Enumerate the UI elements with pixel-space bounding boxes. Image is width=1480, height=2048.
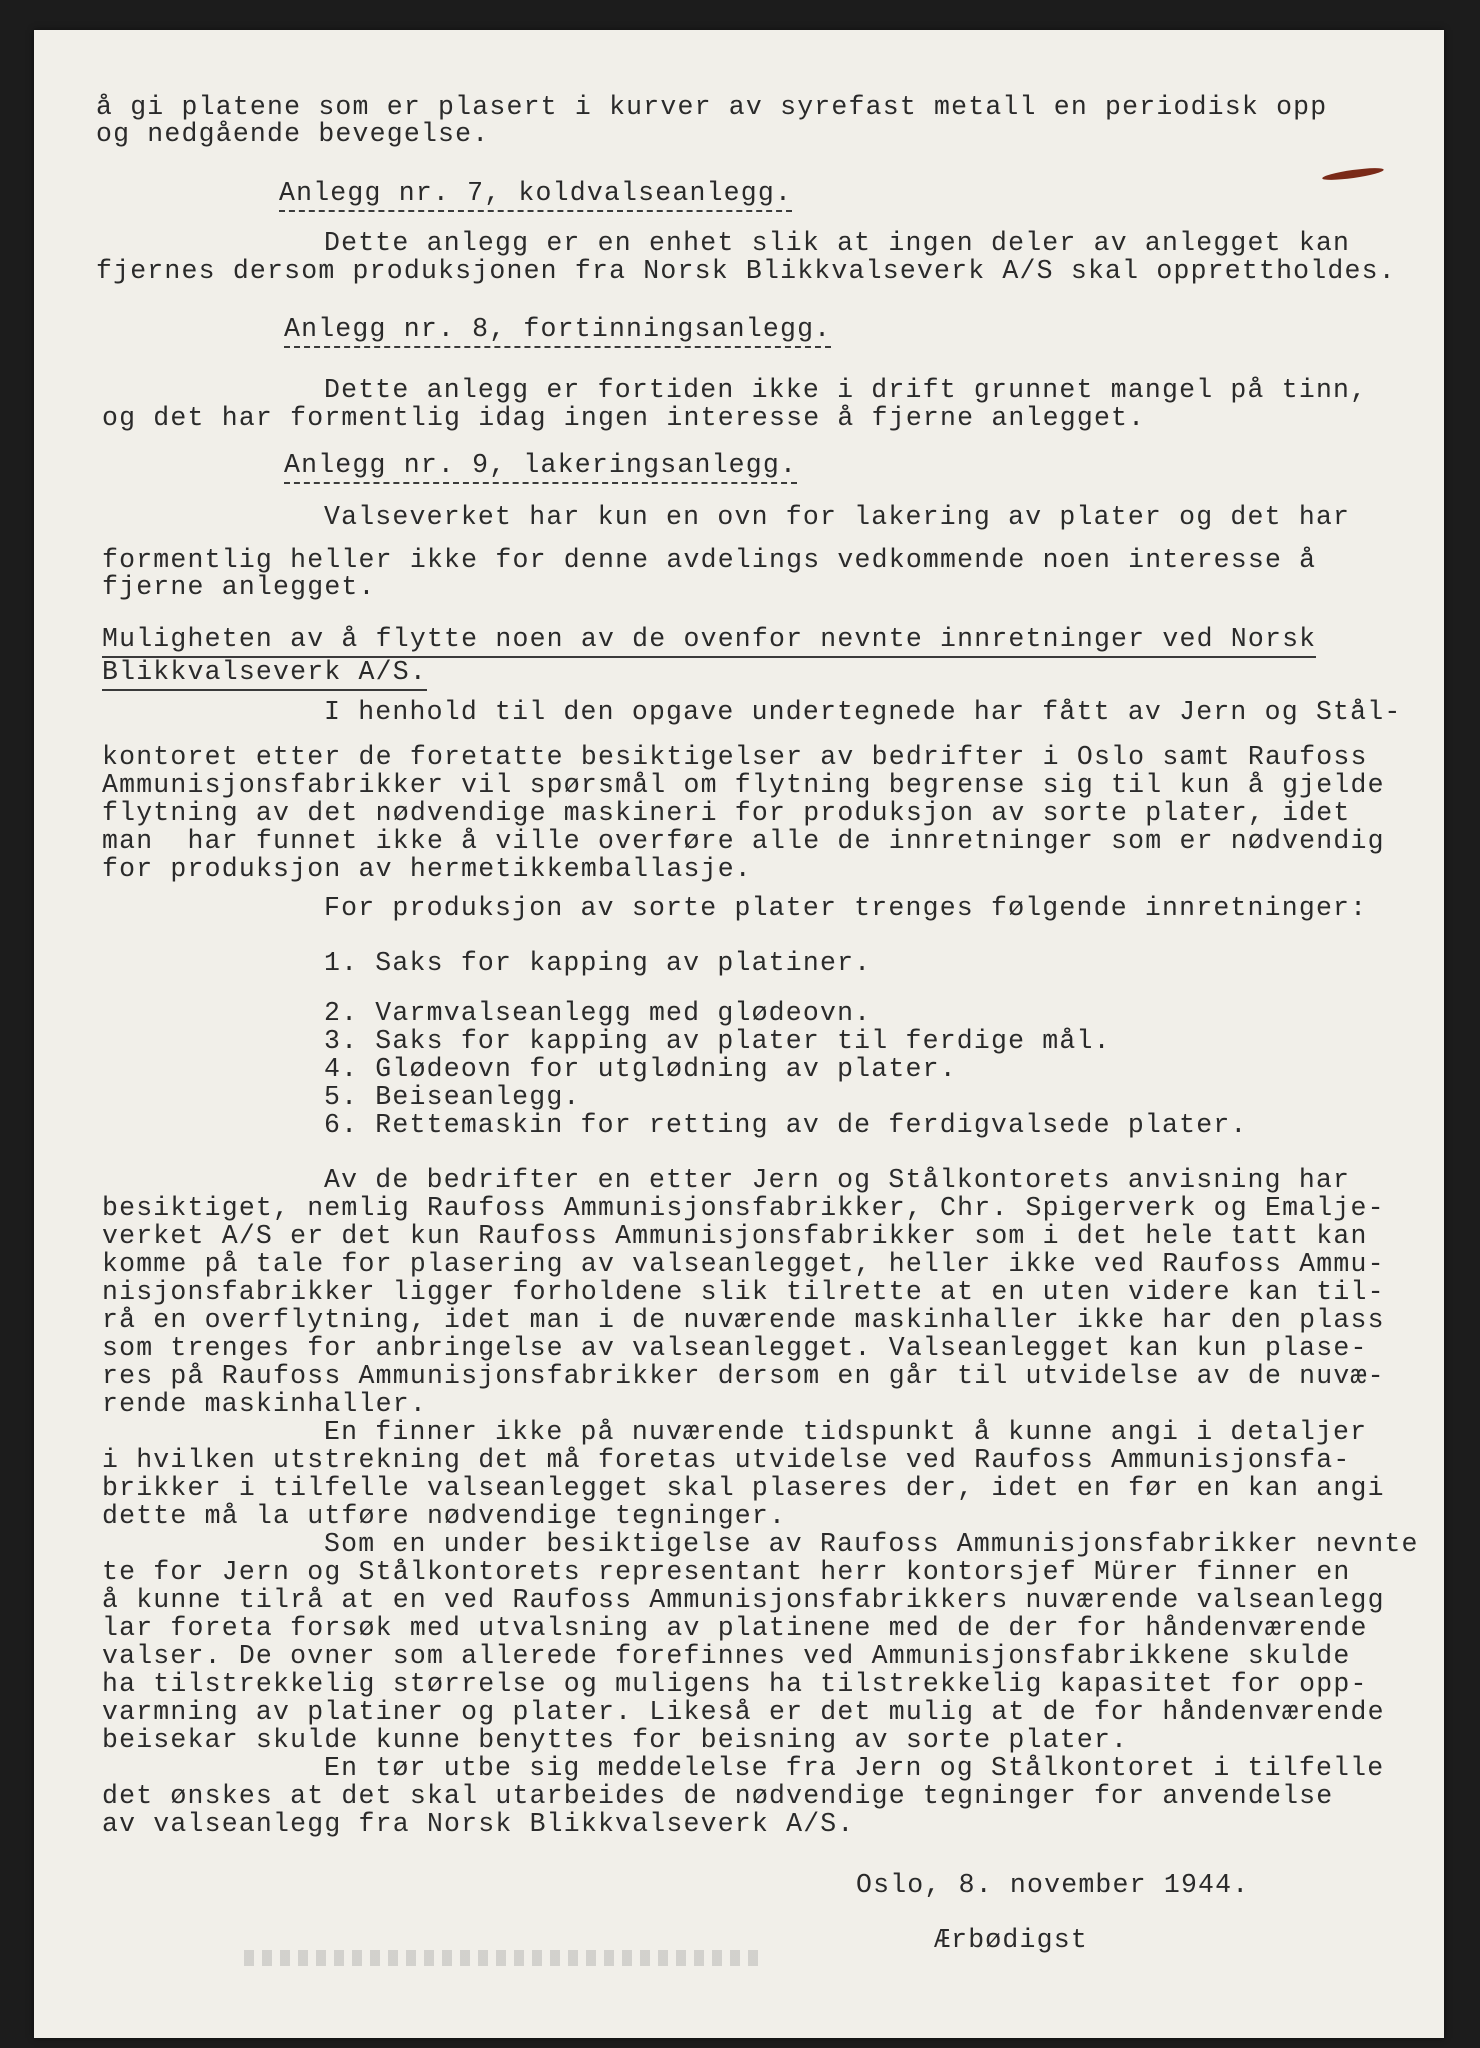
- body-line: Valseverket har kun en ovn for lakering av plater og det har: [324, 502, 1351, 532]
- body-line: te for Jern og Stålkontorets representant herr kontorsjef Mürer finner en: [102, 1557, 1351, 1587]
- section-heading: [279, 178, 792, 208]
- body-line: Som en under besiktigelse av Raufoss Ammunisjonsfabrikker nevnte: [324, 1529, 1419, 1559]
- body-line: En finner ikke på nuværende tidspunkt å kunne angi i detaljer: [324, 1417, 1368, 1447]
- body-line: av valseanlegg fra Norsk Blikkvalseverk A/S.: [102, 1809, 855, 1839]
- list-item: 6. Rettemaskin for retting av de ferdigvalsede plater.: [324, 1110, 1248, 1140]
- heading-text: Anlegg nr. 9, lakeringsanlegg.: [284, 450, 797, 484]
- body-line: å gi platene som er plasert i kurver av syrefast metall en periodisk opp: [96, 92, 1328, 122]
- body-line: og det har formentlig idag ingen interesse å fjerne anlegget.: [102, 403, 1146, 433]
- heading-text: Blikkvalseverk A/S.: [102, 657, 427, 691]
- closing-salutation: Ærbødigst: [934, 1925, 1088, 1955]
- body-line: Av de bedrifter en etter Jern og Stålkontorets anvisning har: [324, 1165, 1351, 1195]
- body-line: formentlig heller ikke for denne avdelings vedkommende noen interesse å: [102, 545, 1317, 575]
- body-line: verket A/S er det kun Raufoss Ammunisjonsfabrikker som i det hele tatt kan: [102, 1221, 1368, 1251]
- body-line: som trenges for anbringelse av valseanlegget. Valseanlegget kan kun plase-: [102, 1333, 1368, 1363]
- body-line: valser. De ovner som allerede forefinnes ved Ammunisjonsfabrikkene skulde: [102, 1641, 1351, 1671]
- pen-mark: [1322, 166, 1385, 183]
- section-heading: [102, 624, 1316, 654]
- body-line: man har funnet ikke å ville overføre alle de innretninger som er nødvendig: [102, 826, 1385, 856]
- body-line: Dette anlegg er en enhet slik at ingen deler av anlegget kan: [324, 228, 1351, 258]
- body-line: besiktiget, nemlig Raufoss Ammunisjonsfabrikker, Chr. Spigerverk og Emalje-: [102, 1193, 1385, 1223]
- list-item: 2. Varmvalseanlegg med glødeovn.: [324, 998, 872, 1028]
- body-line: kontoret etter de foretatte besiktigelser av bedrifter i Oslo samt Raufoss: [102, 742, 1368, 772]
- list-item: 4. Glødeovn for utglødning av plater.: [324, 1054, 957, 1084]
- body-line: for produksjon av hermetikkemballasje.: [102, 854, 752, 884]
- faded-stamp: [244, 1950, 764, 1966]
- body-line: nisjonsfabrikker ligger forholdene slik tilrette at en uten videre kan til-: [102, 1277, 1385, 1307]
- body-line: beisekar skulde kunne benyttes for beisning av sorte plater.: [102, 1725, 1129, 1755]
- body-line: Ammunisjonsfabrikker vil spørsmål om flytning begrense sig til kun å gjelde: [102, 770, 1385, 800]
- heading-text: Anlegg nr. 7, koldvalseanlegg.: [279, 178, 792, 212]
- body-line: flytning av det nødvendige maskineri for produksjon av sorte plater, idet: [102, 798, 1351, 828]
- heading-text: Muligheten av å flytte noen av de ovenfor nevnte innretninger ved Norsk: [102, 624, 1316, 658]
- body-line: Dette anlegg er fortiden ikke i drift grunnet mangel på tinn,: [324, 375, 1368, 405]
- body-line: lar foreta forsøk med utvalsning av platinene med de der for håndenværende: [102, 1613, 1368, 1643]
- body-line: å kunne tilrå at en ved Raufoss Ammunisjonsfabrikkers nuværende valseanlegg: [102, 1585, 1385, 1615]
- body-line: dette må la utføre nødvendige tegninger.: [102, 1501, 787, 1531]
- heading-text: Anlegg nr. 8, fortinningsanlegg.: [284, 314, 831, 348]
- body-line: rå en overflytning, idet man i de nuværende maskinhaller ikke har den plass: [102, 1305, 1385, 1335]
- body-line: ha tilstrekkelig størrelse og muligens ha tilstrekkelig kapasitet for opp-: [102, 1669, 1368, 1699]
- body-line: og nedgående bevegelse.: [96, 119, 490, 149]
- body-line: rende maskinhaller.: [102, 1389, 427, 1419]
- body-line: brikker i tilfelle valseanlegget skal plaseres der, idet en før en kan angi: [102, 1473, 1385, 1503]
- list-item: 1. Saks for kapping av platiner.: [324, 948, 872, 978]
- section-heading: [102, 657, 427, 687]
- document-page: [34, 30, 1444, 2038]
- list-item: 3. Saks for kapping av plater til ferdige mål.: [324, 1026, 1111, 1056]
- body-line: varmning av platiner og plater. Likeså er det mulig at de for håndenværende: [102, 1697, 1385, 1727]
- body-line: i hvilken utstrekning det må foretas utvidelse ved Raufoss Ammunisjonsfa-: [102, 1445, 1351, 1475]
- place-date: Oslo, 8. november 1944.: [856, 1870, 1250, 1900]
- section-heading: [284, 314, 831, 344]
- section-heading: [284, 450, 797, 480]
- body-line: En tør utbe sig meddelelse fra Jern og Stålkontoret i tilfelle: [324, 1753, 1385, 1783]
- body-line: res på Raufoss Ammunisjonsfabrikker dersom en går til utvidelse av de nuvæ-: [102, 1361, 1385, 1391]
- body-line: fjerne anlegget.: [102, 572, 376, 602]
- body-line: fjernes dersom produksjonen fra Norsk Blikkvalseverk A/S skal opprettholdes.: [96, 256, 1396, 286]
- body-line: For produksjon av sorte plater trenges følgende innretninger:: [324, 893, 1368, 923]
- body-line: I henhold til den opgave undertegnede har fått av Jern og Stål-: [324, 697, 1402, 727]
- body-line: komme på tale for plasering av valseanlegget, heller ikke ved Raufoss Ammu-: [102, 1249, 1385, 1279]
- body-line: det ønskes at det skal utarbeides de nødvendige tegninger for anvendelse: [102, 1781, 1334, 1811]
- list-item: 5. Beiseanlegg.: [324, 1082, 581, 1112]
